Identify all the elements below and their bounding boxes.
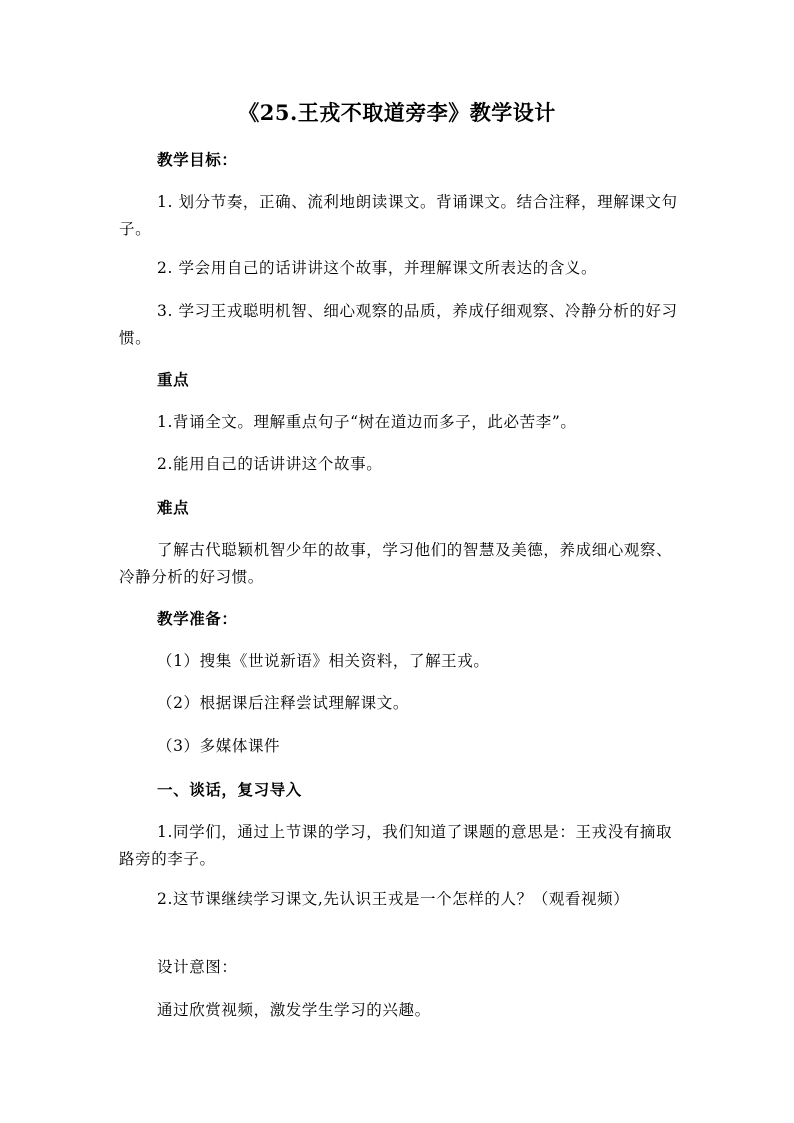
design-intent-text: 通过欣赏视频，激发学生学习的兴趣。 — [157, 1001, 431, 1019]
preparation-heading: 教学准备： — [157, 609, 238, 628]
key-points-heading: 重点 — [157, 370, 190, 389]
difficulty-text: 了解古代聪颖机智少年的故事，学习他们的智慧及美德，养成细心观察、冷静分析的好习惯。 — [119, 541, 673, 586]
key-point-2: 2.能用自己的话讲讲这个故事。 — [157, 455, 383, 473]
section-1-paragraph-1: 1.同学们，通过上节课的学习，我们知道了课题的意思是：王戎没有摘取路旁的李子。 — [119, 823, 673, 868]
preparation-item-3: （3）多媒体课件 — [157, 737, 281, 755]
objectives-heading: 教学目标： — [157, 150, 238, 169]
objective-3: 3. 学习王戎聪明机智、细心观察的品质，养成仔细观察、冷静分析的好习惯。 — [119, 302, 678, 347]
document-title: 《25.王戎不取道旁李》教学设计 — [238, 100, 556, 125]
difficulty-heading: 难点 — [157, 498, 190, 517]
objective-1: 1. 划分节奏，正确、流利地朗读课文。背诵课文。结合注释，理解课文句子。 — [119, 193, 678, 238]
preparation-item-2: （2）根据课后注释尝试理解课文。 — [157, 694, 409, 712]
objective-2: 2. 学会用自己的话讲讲这个故事，并理解课文所表达的含义。 — [157, 259, 598, 277]
design-intent-label: 设计意图： — [157, 958, 238, 976]
preparation-item-1: （1）搜集《世说新语》相关资料，了解王戎。 — [157, 652, 490, 670]
section-1-heading: 一、谈话，复习导入 — [157, 780, 302, 799]
section-1-paragraph-2: 2.这节课继续学习课文,先认识王戎是一个怎样的人？（观看视频） — [157, 890, 630, 908]
key-point-1: 1.背诵全文。理解重点句子“树在道边而多子，此必苦李”。 — [157, 413, 577, 431]
